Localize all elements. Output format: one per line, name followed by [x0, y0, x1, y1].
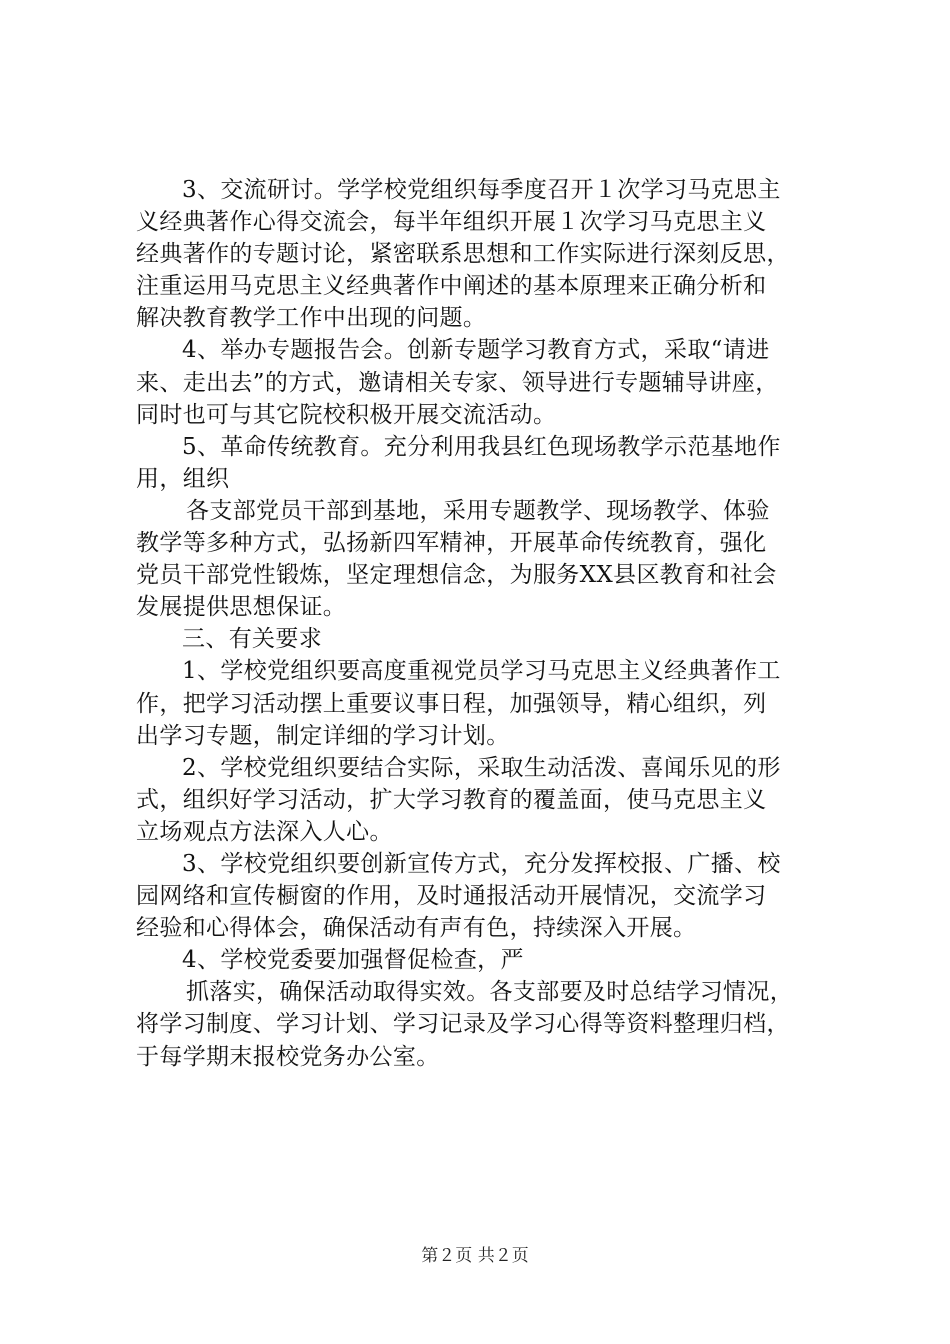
text-line: 作，把学习活动摆上重要议事日程，加强领导，精心组织，列	[136, 690, 767, 717]
text-line: 解决教育教学工作中出现的问题。	[136, 305, 487, 332]
text-line: 将学习制度、学习计划、学习记录及学习心得等资料整理归档，	[136, 1011, 790, 1038]
text-line: 4、举办专题报告会。创新专题学习教育方式，采取“请进	[182, 337, 770, 364]
text-line: 教学等多种方式，弘扬新四军精神，开展革命传统教育，强化	[136, 530, 767, 557]
text-line: 义经典著作心得交流会，每半年组织开展１次学习马克思主义	[136, 209, 767, 236]
text-line: 各支部党员干部到基地，采用专题教学、现场教学、体验	[186, 497, 770, 524]
text-line: 5、革命传统教育。充分利用我县红色现场教学示范基地作	[182, 433, 781, 460]
text-line: 2、学校党组织要结合实际，采取生动活泼、喜闻乐见的形	[182, 754, 781, 781]
text-line: 发展提供思想保证。	[136, 594, 347, 621]
text-line: 抓落实，确保活动取得实效。各支部要及时总结学习情况，	[186, 979, 794, 1006]
page-footer: 第２页 共２页	[421, 1246, 529, 1266]
text-line: 4、学校党委要加强督促检查，严	[182, 947, 524, 974]
text-line: 园网络和宣传橱窗的作用，及时通报活动开展情况，交流学习	[136, 883, 767, 910]
text-line: 同时也可与其它院校积极开展交流活动。	[136, 401, 557, 428]
text-line: 经验和心得体会，确保活动有声有色，持续深入开展。	[136, 915, 697, 942]
text-line: 式，组织好学习活动，扩大学习教育的覆盖面，使马克思主义	[136, 786, 767, 813]
text-line: 用，组织	[136, 465, 230, 492]
text-line: 于每学期末报校党务办公室。	[136, 1043, 440, 1070]
text-line: 来、走出去”的方式，邀请相关专家、领导进行专题辅导讲座，	[136, 369, 779, 396]
text-line: 1、学校党组织要高度重视党员学习马克思主义经典著作工	[182, 658, 781, 685]
text-line: 3、交流研讨。学学校党组织每季度召开１次学习马克思主	[182, 177, 781, 203]
document-body	[136, 174, 826, 1073]
text-line: 立场观点方法深入人心。	[136, 818, 393, 845]
text-line: 注重运用马克思主义经典著作中阐述的基本原理来正确分析和	[136, 273, 767, 300]
text-line: 出学习专题，制定详细的学习计划。	[136, 722, 510, 749]
text-line: 党员干部党性锻炼，坚定理想信念，为服务XX县区教育和社会	[136, 562, 777, 589]
text-line: 经典著作的专题讨论，紧密联系思想和工作实际进行深刻反思，	[136, 241, 790, 268]
text-line: 三、有关要求	[182, 626, 323, 653]
text-line: 3、学校党组织要创新宣传方式，充分发挥校报、广播、校	[182, 850, 781, 877]
